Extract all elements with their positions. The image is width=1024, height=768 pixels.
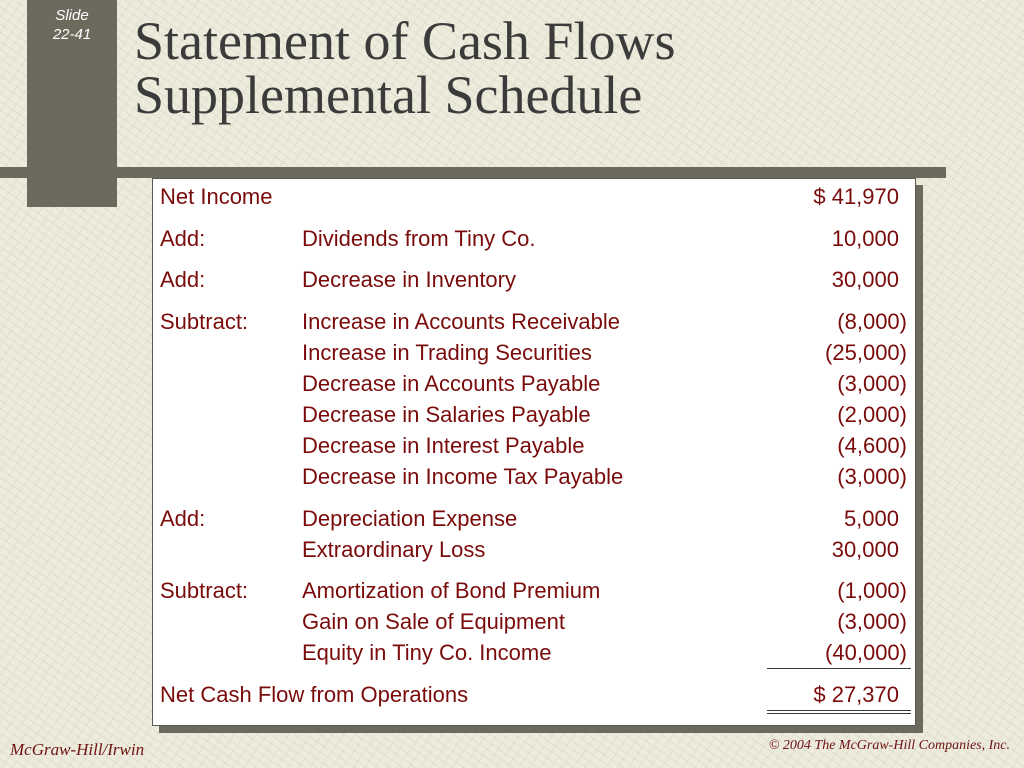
row-description: Increase in Trading Securities: [302, 340, 592, 365]
row-amount: (2,000): [837, 402, 907, 427]
table-row: [153, 224, 915, 254]
row-description: Amortization of Bond Premium: [302, 578, 601, 603]
subtotal-underline: [767, 668, 911, 669]
table-row: [153, 182, 915, 212]
row-amount: 5,000: [843, 506, 899, 531]
row-amount: (1,000): [837, 578, 907, 603]
row-description: Depreciation Expense: [302, 506, 518, 531]
row-label: Subtract:: [160, 309, 249, 334]
cash-flow-schedule: [152, 178, 916, 726]
row-amount: (40,000): [825, 640, 907, 665]
slide-number: [27, 6, 117, 44]
row-amount: $ 41,970: [813, 184, 899, 209]
row-description: Gain on Sale of Equipment: [302, 609, 565, 634]
table-row: [153, 680, 915, 710]
row-label: Net Income: [160, 184, 273, 209]
row-amount: (3,000): [837, 371, 907, 396]
table-row: [153, 431, 915, 461]
table-row: [153, 338, 915, 368]
table-row: [153, 607, 915, 637]
row-description: Extraordinary Loss: [302, 537, 486, 562]
row-amount: $ 27,370: [813, 682, 899, 707]
row-description: Equity in Tiny Co. Income: [302, 640, 552, 665]
row-label: Add:: [160, 226, 206, 251]
row-amount: 30,000: [831, 537, 899, 562]
row-label: Net Cash Flow from Operations: [160, 682, 469, 707]
page-title: [134, 11, 994, 125]
row-amount: 10,000: [831, 226, 899, 251]
copyright-footer: © 2004 The McGraw-Hill Companies, Inc.: [768, 738, 1010, 753]
total-double-underline-bottom: [767, 713, 911, 714]
row-description: Decrease in Inventory: [302, 267, 516, 292]
title-line-2: Supplemental Schedule: [134, 65, 643, 125]
table-row: [153, 265, 915, 295]
row-label: Add:: [160, 506, 206, 531]
row-amount: (4,600): [837, 433, 907, 458]
row-amount: (3,000): [837, 464, 907, 489]
row-label: Subtract:: [160, 578, 249, 603]
row-amount: 30,000: [831, 267, 899, 292]
total-double-underline-top: [767, 710, 911, 711]
table-row: [153, 307, 915, 337]
slide-number-value: 22-41: [52, 26, 92, 43]
publisher-footer: McGraw-Hill/Irwin: [10, 740, 145, 759]
row-label: Add:: [160, 267, 206, 292]
row-description: Decrease in Salaries Payable: [302, 402, 591, 427]
table-row: [153, 400, 915, 430]
row-amount: (3,000): [837, 609, 907, 634]
table-row: [153, 369, 915, 399]
row-amount: (25,000): [825, 340, 907, 365]
row-description: Decrease in Income Tax Payable: [302, 464, 624, 489]
table-row: [153, 462, 915, 492]
table-row: [153, 504, 915, 534]
table-row: [153, 535, 915, 565]
title-line-1: Statement of Cash Flows: [134, 11, 676, 71]
row-description: Increase in Accounts Receivable: [302, 309, 620, 334]
row-description: Decrease in Accounts Payable: [302, 371, 601, 396]
table-row: [153, 638, 915, 668]
title-divider: [0, 167, 946, 178]
table-row: [153, 576, 915, 606]
row-amount: (8,000): [837, 309, 907, 334]
slide-label: Slide: [55, 7, 89, 24]
row-description: Dividends from Tiny Co.: [302, 226, 536, 251]
row-description: Decrease in Interest Payable: [302, 433, 585, 458]
